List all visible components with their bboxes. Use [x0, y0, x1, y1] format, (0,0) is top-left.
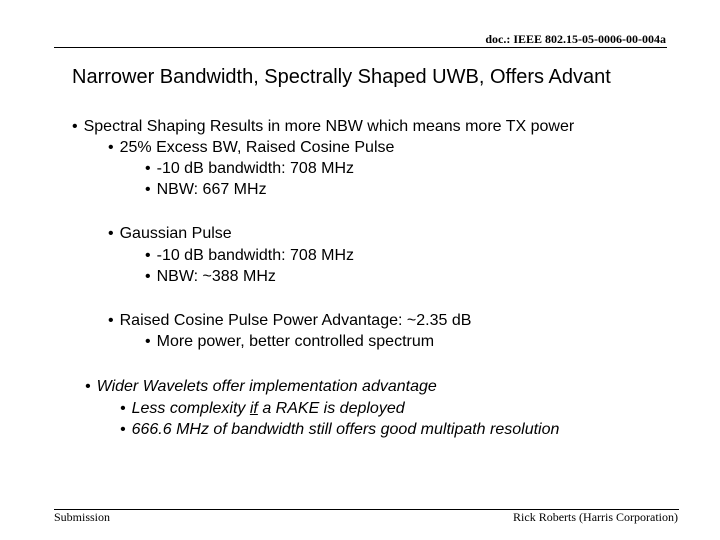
bullet-gauss-10db — [145, 246, 354, 266]
bullet-text: Wider Wavelets offer implementation advantage — [96, 378, 437, 395]
bullet-rc-10db — [145, 159, 354, 179]
header-rule — [54, 47, 667, 48]
bullet-text-underlined: if — [249, 400, 258, 417]
bullet-dot: • — [108, 139, 114, 156]
bullet-gauss-nbw — [145, 267, 276, 287]
footer-author: Rick Roberts (Harris Corporation) — [513, 510, 678, 524]
document-id: doc.: IEEE 802.15-05-0006-00-004a — [485, 32, 666, 46]
bullet-text: -10 dB bandwidth: 708 MHz — [156, 160, 355, 177]
bullet-text: 25% Excess BW, Raised Cosine Pulse — [119, 139, 395, 156]
bullet-text: NBW: ~388 MHz — [156, 268, 276, 285]
bullet-raised-cosine — [108, 138, 394, 158]
bullet-multipath — [120, 420, 559, 440]
bullet-text: Raised Cosine Pulse Power Advantage: ~2.35 dB — [119, 312, 472, 329]
bullet-text: Gaussian Pulse — [119, 225, 232, 242]
bullet-text: Less complexity — [131, 400, 250, 417]
bullet-dot: • — [145, 247, 151, 264]
bullet-dot: • — [145, 160, 151, 177]
slide-title: Narrower Bandwidth, Spectrally Shaped UWB, Offers Advant — [72, 66, 611, 88]
bullet-text: More power, better controlled spectrum — [156, 333, 435, 350]
bullet-dot: • — [108, 225, 114, 242]
bullet-text: 666.6 MHz of bandwidth still offers good multipath resolution — [131, 421, 560, 438]
bullet-less-complexity — [120, 399, 405, 419]
bullet-dot: • — [108, 312, 114, 329]
footer-submission: Submission — [54, 510, 111, 524]
bullet-dot: • — [120, 421, 126, 438]
bullet-text: a RAKE is deployed — [257, 400, 405, 417]
bullet-dot: • — [145, 268, 151, 285]
bullet-dot: • — [85, 378, 91, 395]
bullet-gaussian — [108, 224, 232, 244]
bullet-dot: • — [120, 400, 126, 417]
bullet-spectral-shaping — [72, 117, 574, 137]
bullet-more-power — [145, 332, 434, 352]
bullet-power-advantage — [108, 311, 471, 331]
bullet-text: Spectral Shaping Results in more NBW which means more TX power — [83, 118, 575, 135]
bullet-text: -10 dB bandwidth: 708 MHz — [156, 247, 355, 264]
bullet-dot: • — [145, 333, 151, 350]
bullet-wider-wavelets — [85, 377, 437, 397]
bullet-text: NBW: 667 MHz — [156, 181, 267, 198]
bullet-dot: • — [145, 181, 151, 198]
bullet-rc-nbw — [145, 180, 267, 200]
bullet-dot: • — [72, 118, 78, 135]
